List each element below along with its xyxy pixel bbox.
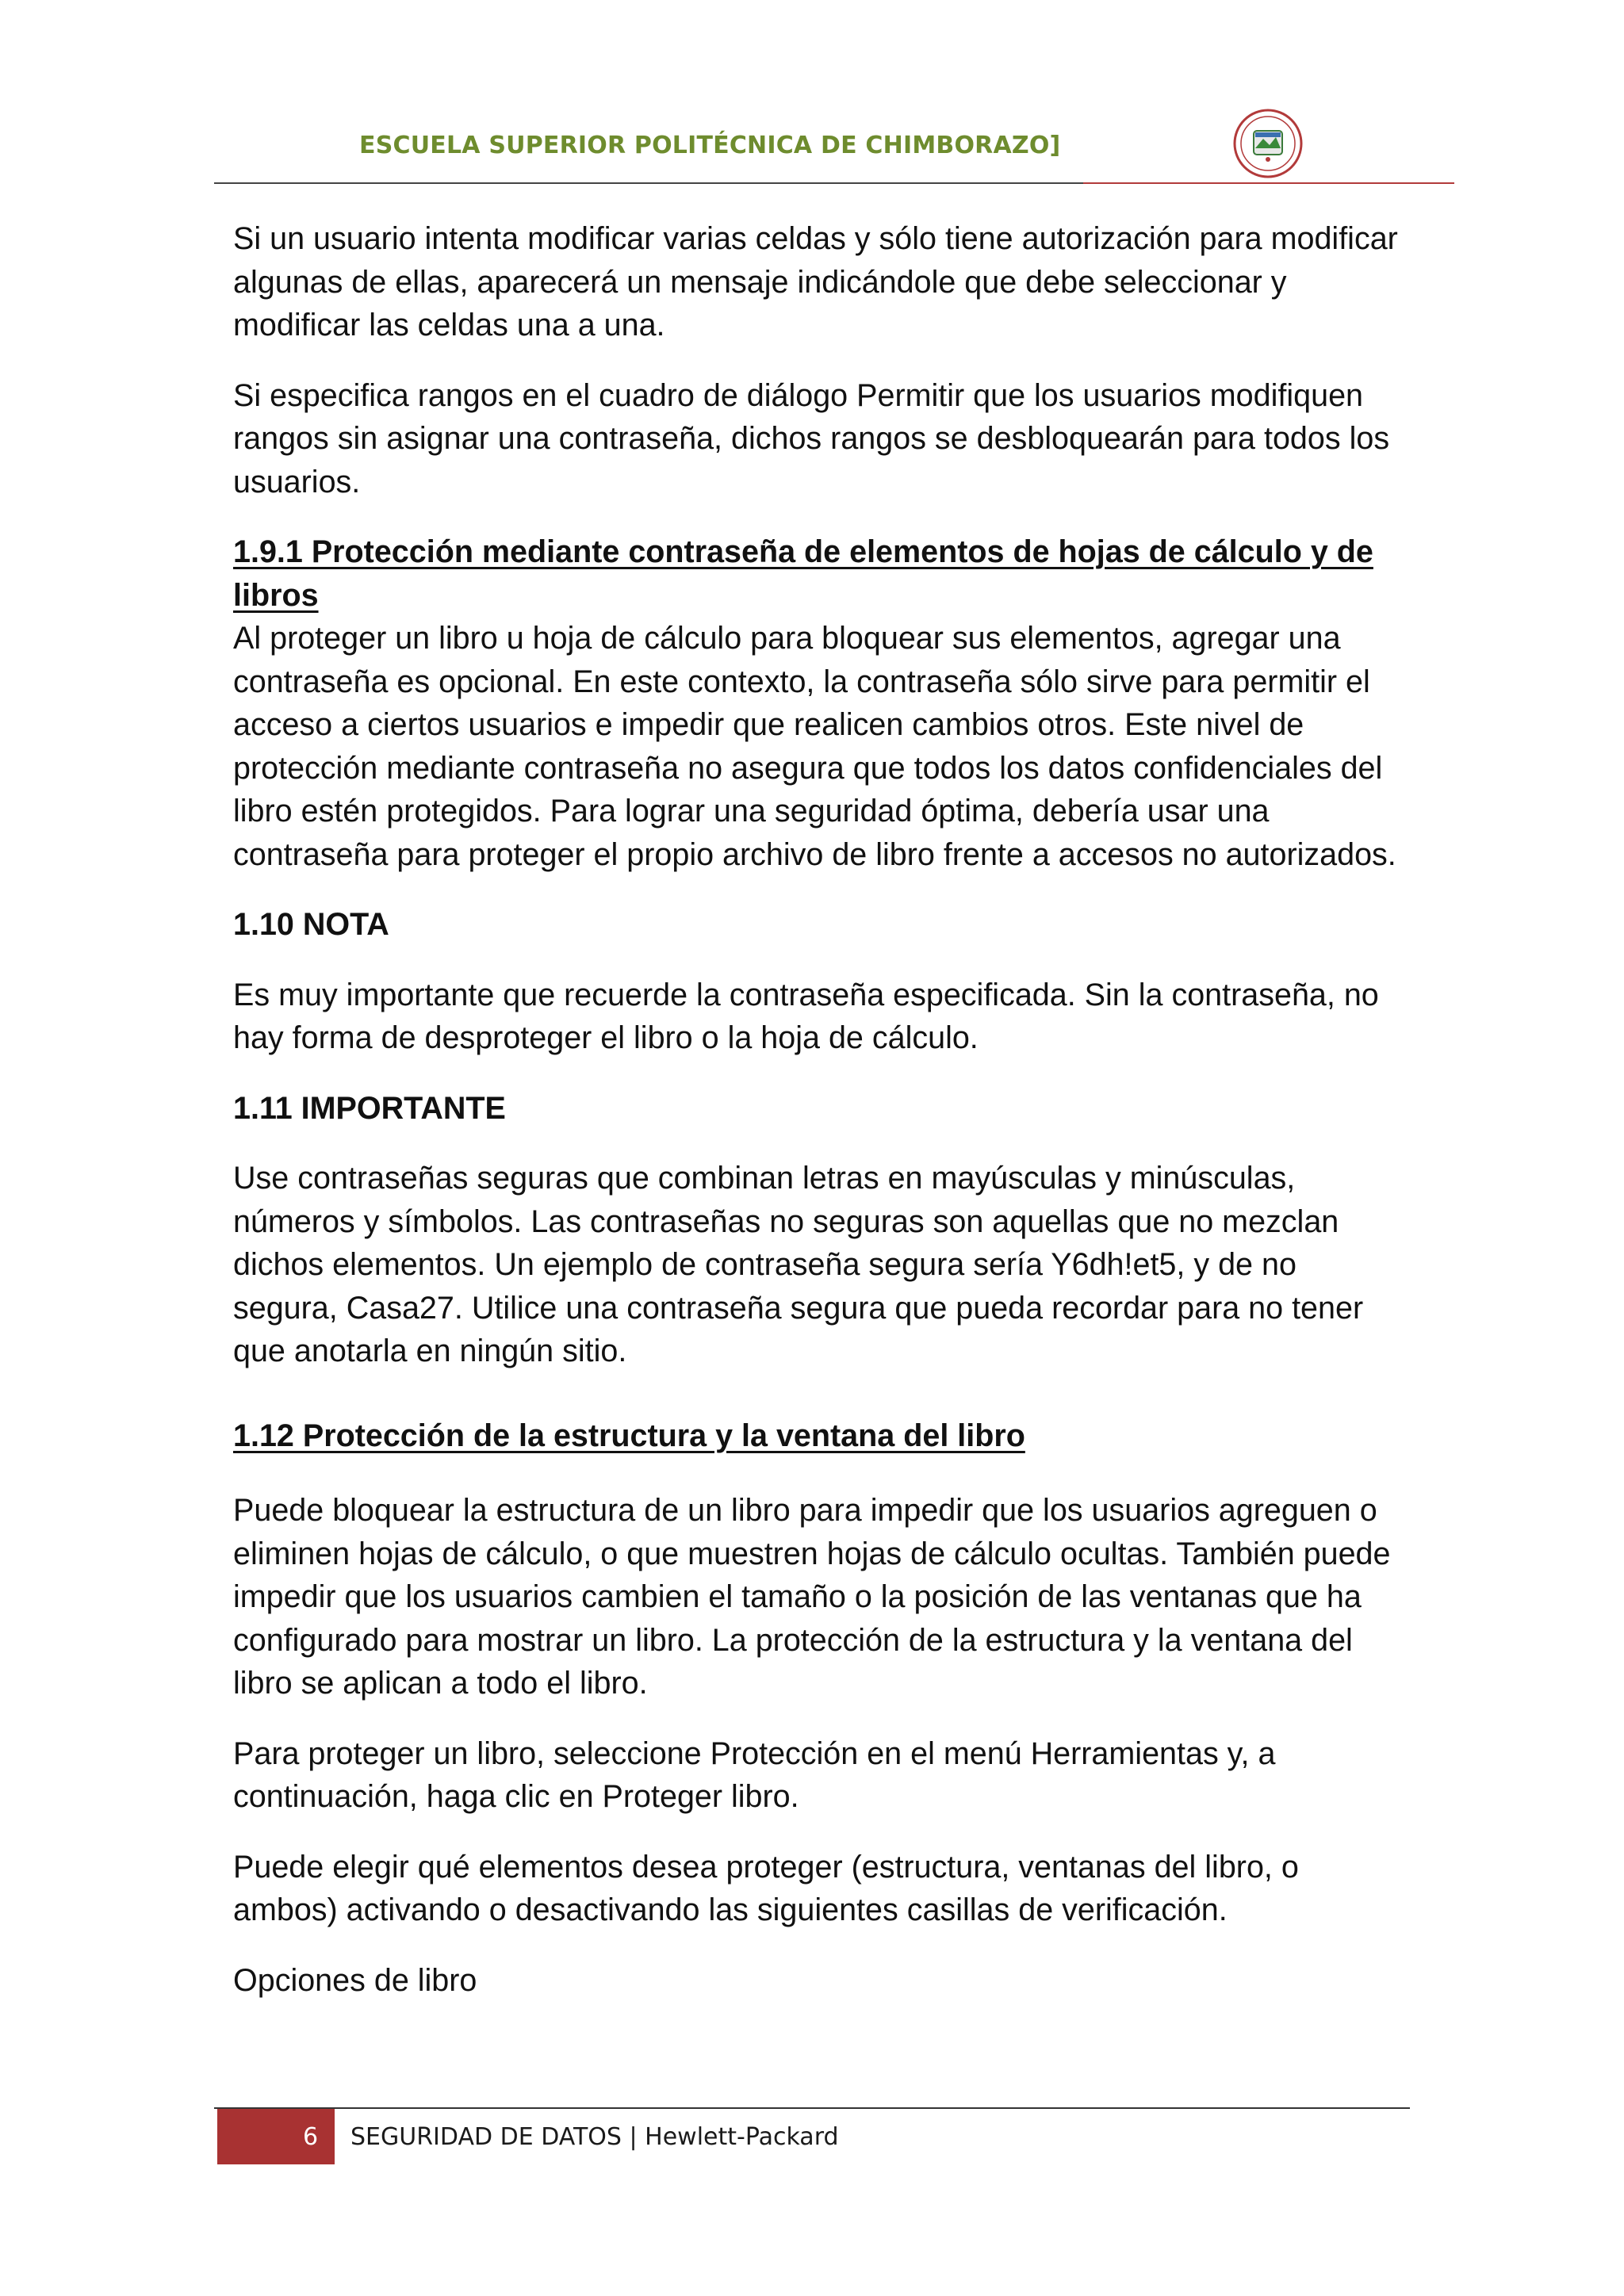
main-content <box>233 217 1407 2029</box>
paragraph: Si un usuario intenta modificar varias celdas y sólo tiene autorización para modificar algunas de ellas, aparecerá un mensaje indicándole que debe seleccionar y modificar las celdas una a una. <box>233 221 1398 342</box>
section-heading-1-11: 1.11 IMPORTANTE <box>233 1090 506 1126</box>
paragraph: Puede bloquear la estructura de un libro para impedir que los usuarios agreguen o eliminen hojas de cálculo, o que muestren hojas de cálculo ocultas. También puede impedir que los usuarios cambien el tamaño o la posición de las ventanas que ha configurado para mostrar un libro. La protección de la estructura y la ventana del libro se aplican a todo el libro. <box>233 1493 1391 1701</box>
paragraph: Para proteger un libro, seleccione Protección en el menú Herramientas y, a continuación, haga clic en Proteger libro. <box>233 1735 1276 1814</box>
institution-seal-icon <box>1231 107 1304 180</box>
paragraph: Si especifica rangos en el cuadro de diálogo Permitir que los usuarios modifiquen rangos sin asignar una contraseña, dichos rangos se desbloquearán para todos los usuarios. <box>233 377 1390 499</box>
section-heading-1-10: 1.10 NOTA <box>233 907 389 942</box>
header-title: ESCUELA SUPERIOR POLITÉCNICA DE CHIMBORAZO] <box>359 132 1061 159</box>
paragraph: Puede elegir qué elementos desea proteger (estructura, ventanas del libro, o ambos) activando o desactivando las siguientes casillas de verificación. <box>233 1849 1299 1927</box>
header-divider-accent <box>1083 182 1454 184</box>
footer-divider <box>214 2107 1410 2109</box>
paragraph: Al proteger un libro u hoja de cálculo para bloquear sus elementos, agregar una contraseña es opcional. En este contexto, la contraseña sólo sirve para permitir el acceso a ciertos usuarios e impedir que realicen cambios otros. Este nivel de protección mediante contraseña no asegura que todos los datos confidenciales del libro estén protegidos. Para lograr una seguridad óptima, debería usar una contraseña para proteger el propio archivo de libro frente a accesos no autorizados. <box>233 621 1396 872</box>
paragraph: Es muy importante que recuerde la contraseña especificada. Sin la contraseña, no hay forma de desproteger el libro o la hoja de cálculo. <box>233 977 1379 1055</box>
section-heading-1-12: 1.12 Protección de la estructura y la ventana del libro <box>233 1418 1025 1453</box>
section-heading-1-9-1: 1.9.1 Protección mediante contraseña de elementos de hojas de cálculo y de libros <box>233 534 1373 613</box>
page-number: 6 <box>303 2123 319 2151</box>
header-divider <box>214 182 1083 184</box>
paragraph: Opciones de libro <box>233 1962 477 1998</box>
footer-text: SEGURIDAD DE DATOS | Hewlett-Packard <box>350 2123 839 2151</box>
paragraph: Use contraseñas seguras que combinan letras en mayúsculas y minúsculas, números y símbolos. Las contraseñas no seguras son aquellas que no mezclan dichos elementos. Un ejemplo de contraseña segura sería Y6dh!et5, y de no segura, Casa27. Utilice una contraseña segura que pueda recordar para no tener que anotarla en ningún sitio. <box>233 1161 1364 1368</box>
